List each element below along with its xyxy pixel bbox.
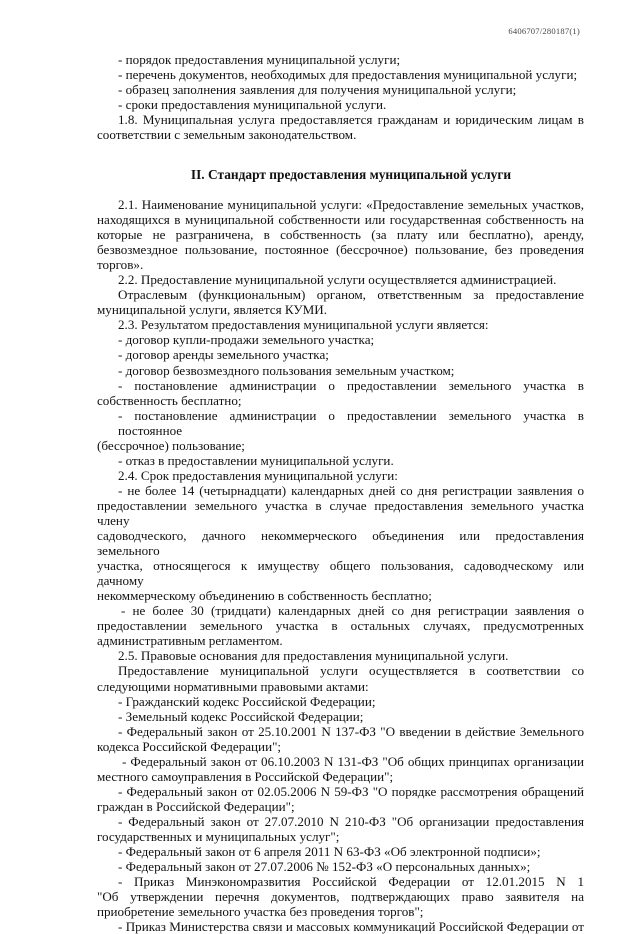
- text-line: некоммерческому объединению в собственность бесплатно;: [97, 588, 432, 604]
- text-line: 1.8. Муниципальная услуга предоставляется гражданам и юридическим лицам в: [118, 112, 584, 128]
- text-line: соответствии с земельным законодательством.: [97, 127, 357, 143]
- text-line: - не более 30 (тридцати) календарных дней со дня регистрации заявления о: [121, 603, 584, 619]
- text-line: местного самоуправления в Российской Федерации";: [97, 768, 394, 784]
- text-line: 2.5. Правовые основания для предоставления муниципальной услуги.: [118, 648, 509, 664]
- text-line: находящихся в муниципальной собственности или государственная собственность на: [97, 212, 584, 228]
- text-line: - договор аренды земельного участка;: [118, 347, 329, 363]
- text-line: - перечень документов, необходимых для предоставления муниципальной услуги;: [118, 67, 578, 83]
- text-line: - постановление администрации о предоставлении земельного участка в: [118, 377, 584, 393]
- text-line: собственность бесплатно;: [97, 392, 242, 408]
- text-line: 2.1. Наименование муниципальной услуги: «Предоставление земельных участков,: [118, 197, 584, 212]
- text-line: административным регламентом.: [97, 633, 283, 649]
- text-line: участка, относящегося к имуществу общего пользования, садоводческому или дачному: [97, 558, 584, 589]
- text-line: торгов».: [97, 257, 144, 273]
- text-line: кодекса Российской Федерации";: [97, 738, 282, 754]
- text-line: - Федеральный закон от 06.10.2003 N 131-ФЗ "Об общих принципах организации: [122, 753, 584, 769]
- text-line: муниципальной услуги, является КУМИ.: [97, 302, 328, 318]
- text-line: предоставлении земельного участка в остальных случаях, предусмотренных: [97, 618, 584, 634]
- text-line: - Гражданский кодекс Российской Федерации;: [118, 693, 376, 709]
- text-line: - договор купли-продажи земельного участка;: [118, 332, 375, 348]
- text-line: - Федеральный закон от 6 апреля 2011 N 63-ФЗ «Об электронной подписи»;: [118, 844, 541, 860]
- text-line: - сроки предоставления муниципальной услуги.: [118, 97, 387, 113]
- text-line: - Федеральный закон от 02.05.2006 N 59-ФЗ "О порядке рассмотрения обращений: [118, 783, 584, 799]
- text-line: - не более 14 (четырнадцати) календарных дней со дня регистрации заявления о: [118, 482, 584, 498]
- text-line: - Земельный кодекс Российской Федерации;: [118, 708, 364, 724]
- section-heading: II. Стандарт предоставления муниципальной услуги: [190, 167, 512, 182]
- text-line: - договор безвозмездного пользования земельным участком;: [118, 362, 455, 378]
- text-line: Предоставление муниципальной услуги осуществляется в соответствии со: [118, 663, 584, 679]
- text-line: которые не разграничена, в собственность (за плату или бесплатно), аренду,: [97, 227, 584, 243]
- text-line: "Об утверждении перечня документов, подтверждающих право заявителя на: [97, 889, 584, 905]
- text-line: - порядок предоставления муниципальной услуги;: [118, 52, 401, 67]
- section-body: [97, 197, 584, 934]
- text-line: безвозмездное пользование, постоянное (бессрочное) пользование, без проведения: [97, 242, 584, 258]
- text-line: 2.4. Срок предоставления муниципальной услуги:: [118, 467, 398, 483]
- text-line: - Федеральный закон от 27.07.2006 № 152-ФЗ «О персональных данных»;: [118, 859, 531, 875]
- text-line: государственных и муниципальных услуг";: [97, 828, 340, 844]
- text-line: - Федеральный закон от 27.07.2010 N 210-ФЗ "Об организации предоставления: [118, 813, 584, 829]
- text-line: (бессрочное) пользование;: [97, 437, 245, 453]
- text-line: - отказ в предоставлении муниципальной услуги.: [118, 452, 394, 468]
- text-line: следующими нормативными правовыми актами:: [97, 678, 369, 694]
- text-line: - Приказ Минэкономразвития Российской Федерации от 12.01.2015 N 1: [118, 874, 584, 890]
- text-line: - образец заполнения заявления для получения муниципальной услуги;: [118, 82, 517, 98]
- text-line: приобретение земельного участка без проведения торгов";: [97, 904, 424, 920]
- text-line: - постановление администрации о предоставлении земельного участка в постоянное: [118, 407, 584, 438]
- text-line: - Приказ Министерства связи и массовых коммуникаций Российской Федерации от: [118, 919, 584, 934]
- document-number: 6406707/280187(1): [508, 26, 580, 36]
- text-line: Отраслевым (функциональным) органом, ответственным за предоставление: [118, 287, 584, 303]
- text-line: предоставлении земельного участка в случае предоставления земельного участка члену: [97, 497, 584, 528]
- text-line: 2.3. Результатом предоставления муниципальной услуги является:: [118, 317, 489, 333]
- text-line: 2.2. Предоставление муниципальной услуги осуществляется администрацией.: [118, 272, 557, 288]
- text-line: граждан в Российской Федерации";: [97, 798, 295, 814]
- text-line: - Федеральный закон от 25.10.2001 N 137-ФЗ "О введении в действие Земельного: [118, 723, 584, 739]
- text-line: садоводческого, дачного некоммерческого объединения или предоставления земельного: [97, 528, 584, 559]
- intro-list: [97, 52, 584, 143]
